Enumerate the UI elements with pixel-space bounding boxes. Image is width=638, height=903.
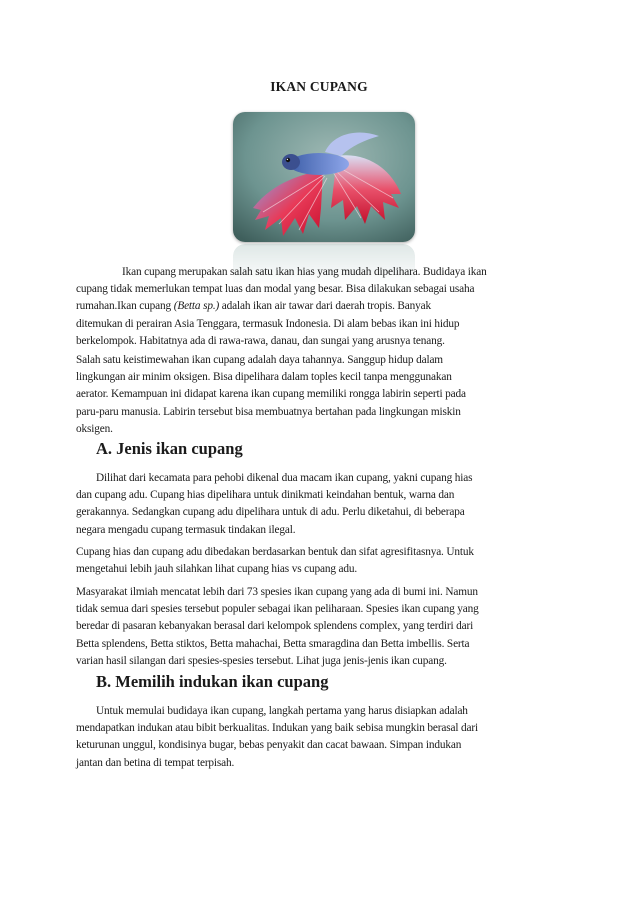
species-name: (Betta sp.) [173,300,220,313]
section-heading-b: B. Memilih indukan ikan cupang [96,672,329,691]
betta-fish-photo [233,112,415,242]
text-line: rumahan.Ikan cupang (Betta sp.) adalah ikan air tawar dari daerah tropis. Banyak [76,300,432,313]
betta-fish-figure [233,112,415,282]
betta-fish-illustration [233,112,415,242]
text-line: aerator. Kemampuan ini didapat karena ikan cupang memiliki rongga labirin seperti pada [76,388,466,401]
intro-paragraph [76,264,566,350]
text-line: Untuk memulai budidaya ikan cupang, langkah pertama yang harus disiapkan adalah [96,705,468,717]
text-line: Masyarakat ilmiah mencatat lebih dari 73 spesies ikan cupang yang ada di bumi ini. Namun [76,586,478,598]
text-line: cupang tidak memerlukan tempat luas dan modal yang besar. Bisa dilakukan sebagai usaha [76,283,475,296]
text-line: tidak semua dari spesies tersebut populer sebagai ikan peliharaan. Spesies ikan cupang yang [76,603,479,616]
document-title: IKAN CUPANG [270,79,368,94]
text-line: Ikan cupang merupakan salah satu ikan hias yang mudah dipelihara. Budidaya ikan [122,266,487,278]
section-heading-a: A. Jenis ikan cupang [96,439,243,458]
types-paragraph [76,470,566,539]
text-line: oksigen. [76,422,113,435]
text-line: Dilihat dari kecamata para pehobi dikenal dua macam ikan cupang, yakni cupang hias [96,472,473,484]
broodstock-paragraph [76,703,566,772]
text-line: Betta splendens, Betta stiktos, Betta mahachai, Betta smaragdina dan Betta imbellis. Serta [76,637,470,650]
text-line: gerakannya. Sedangkan cupang adu dipelihara untuk di adu. Perlu diketahui, di beberapa [76,506,465,519]
text-line: berkelompok. Habitatnya ada di rawa-rawa, danau, dan sungai yang arusnya tenang. [76,334,445,347]
text-line: jantan dan betina di tempat terpisah. [76,756,235,769]
species-paragraph [76,584,566,670]
text-line: beredar di pasaran kebanyakan berasal dari kelompok splendens complex, yang terdiri dari [76,620,474,633]
text-line: mendapatkan indukan atau bibit berkualitas. Indukan yang baik sebisa mungkin berasal dari [76,722,479,735]
text-line: keturunan unggul, kondisinya bugar, bebas penyakit dan cacat bawaan. Simpan indukan [76,739,462,752]
text-line: Cupang hias dan cupang adu dibedakan berdasarkan bentuk dan sifat agresifitasnya. Untuk [76,546,474,558]
text-line: ditemukan di perairan Asia Tenggara, termasuk Indonesia. Di alam bebas ikan ini hidup [76,317,460,330]
text-line: paru-paru manusia. Labirin tersebut bisa membuatnya bertahan pada lingkungan miskin [76,405,461,418]
resilience-paragraph [76,352,566,438]
difference-paragraph [76,544,566,578]
text-line: mengetahui lebih jauh silahkan lihat cupang hias vs cupang adu. [76,563,358,576]
text-line: varian hasil silangan dari spesies-spesies tersebut. Lihat juga jenis-jenis ikan cupang. [76,654,447,667]
text-line: dan cupang adu. Cupang hias dipelihara untuk dinikmati keindahan bentuk, warna dan [76,489,455,502]
text-line: negara mengadu cupang termasuk tindakan ilegal. [76,523,296,536]
text-line: lingkungan air minim oksigen. Bisa dipelihara dalam toples kecil tanpa menggunakan [76,371,452,384]
text-line: Salah satu keistimewahan ikan cupang adalah daya tahannya. Sanggup hidup dalam [76,354,443,366]
